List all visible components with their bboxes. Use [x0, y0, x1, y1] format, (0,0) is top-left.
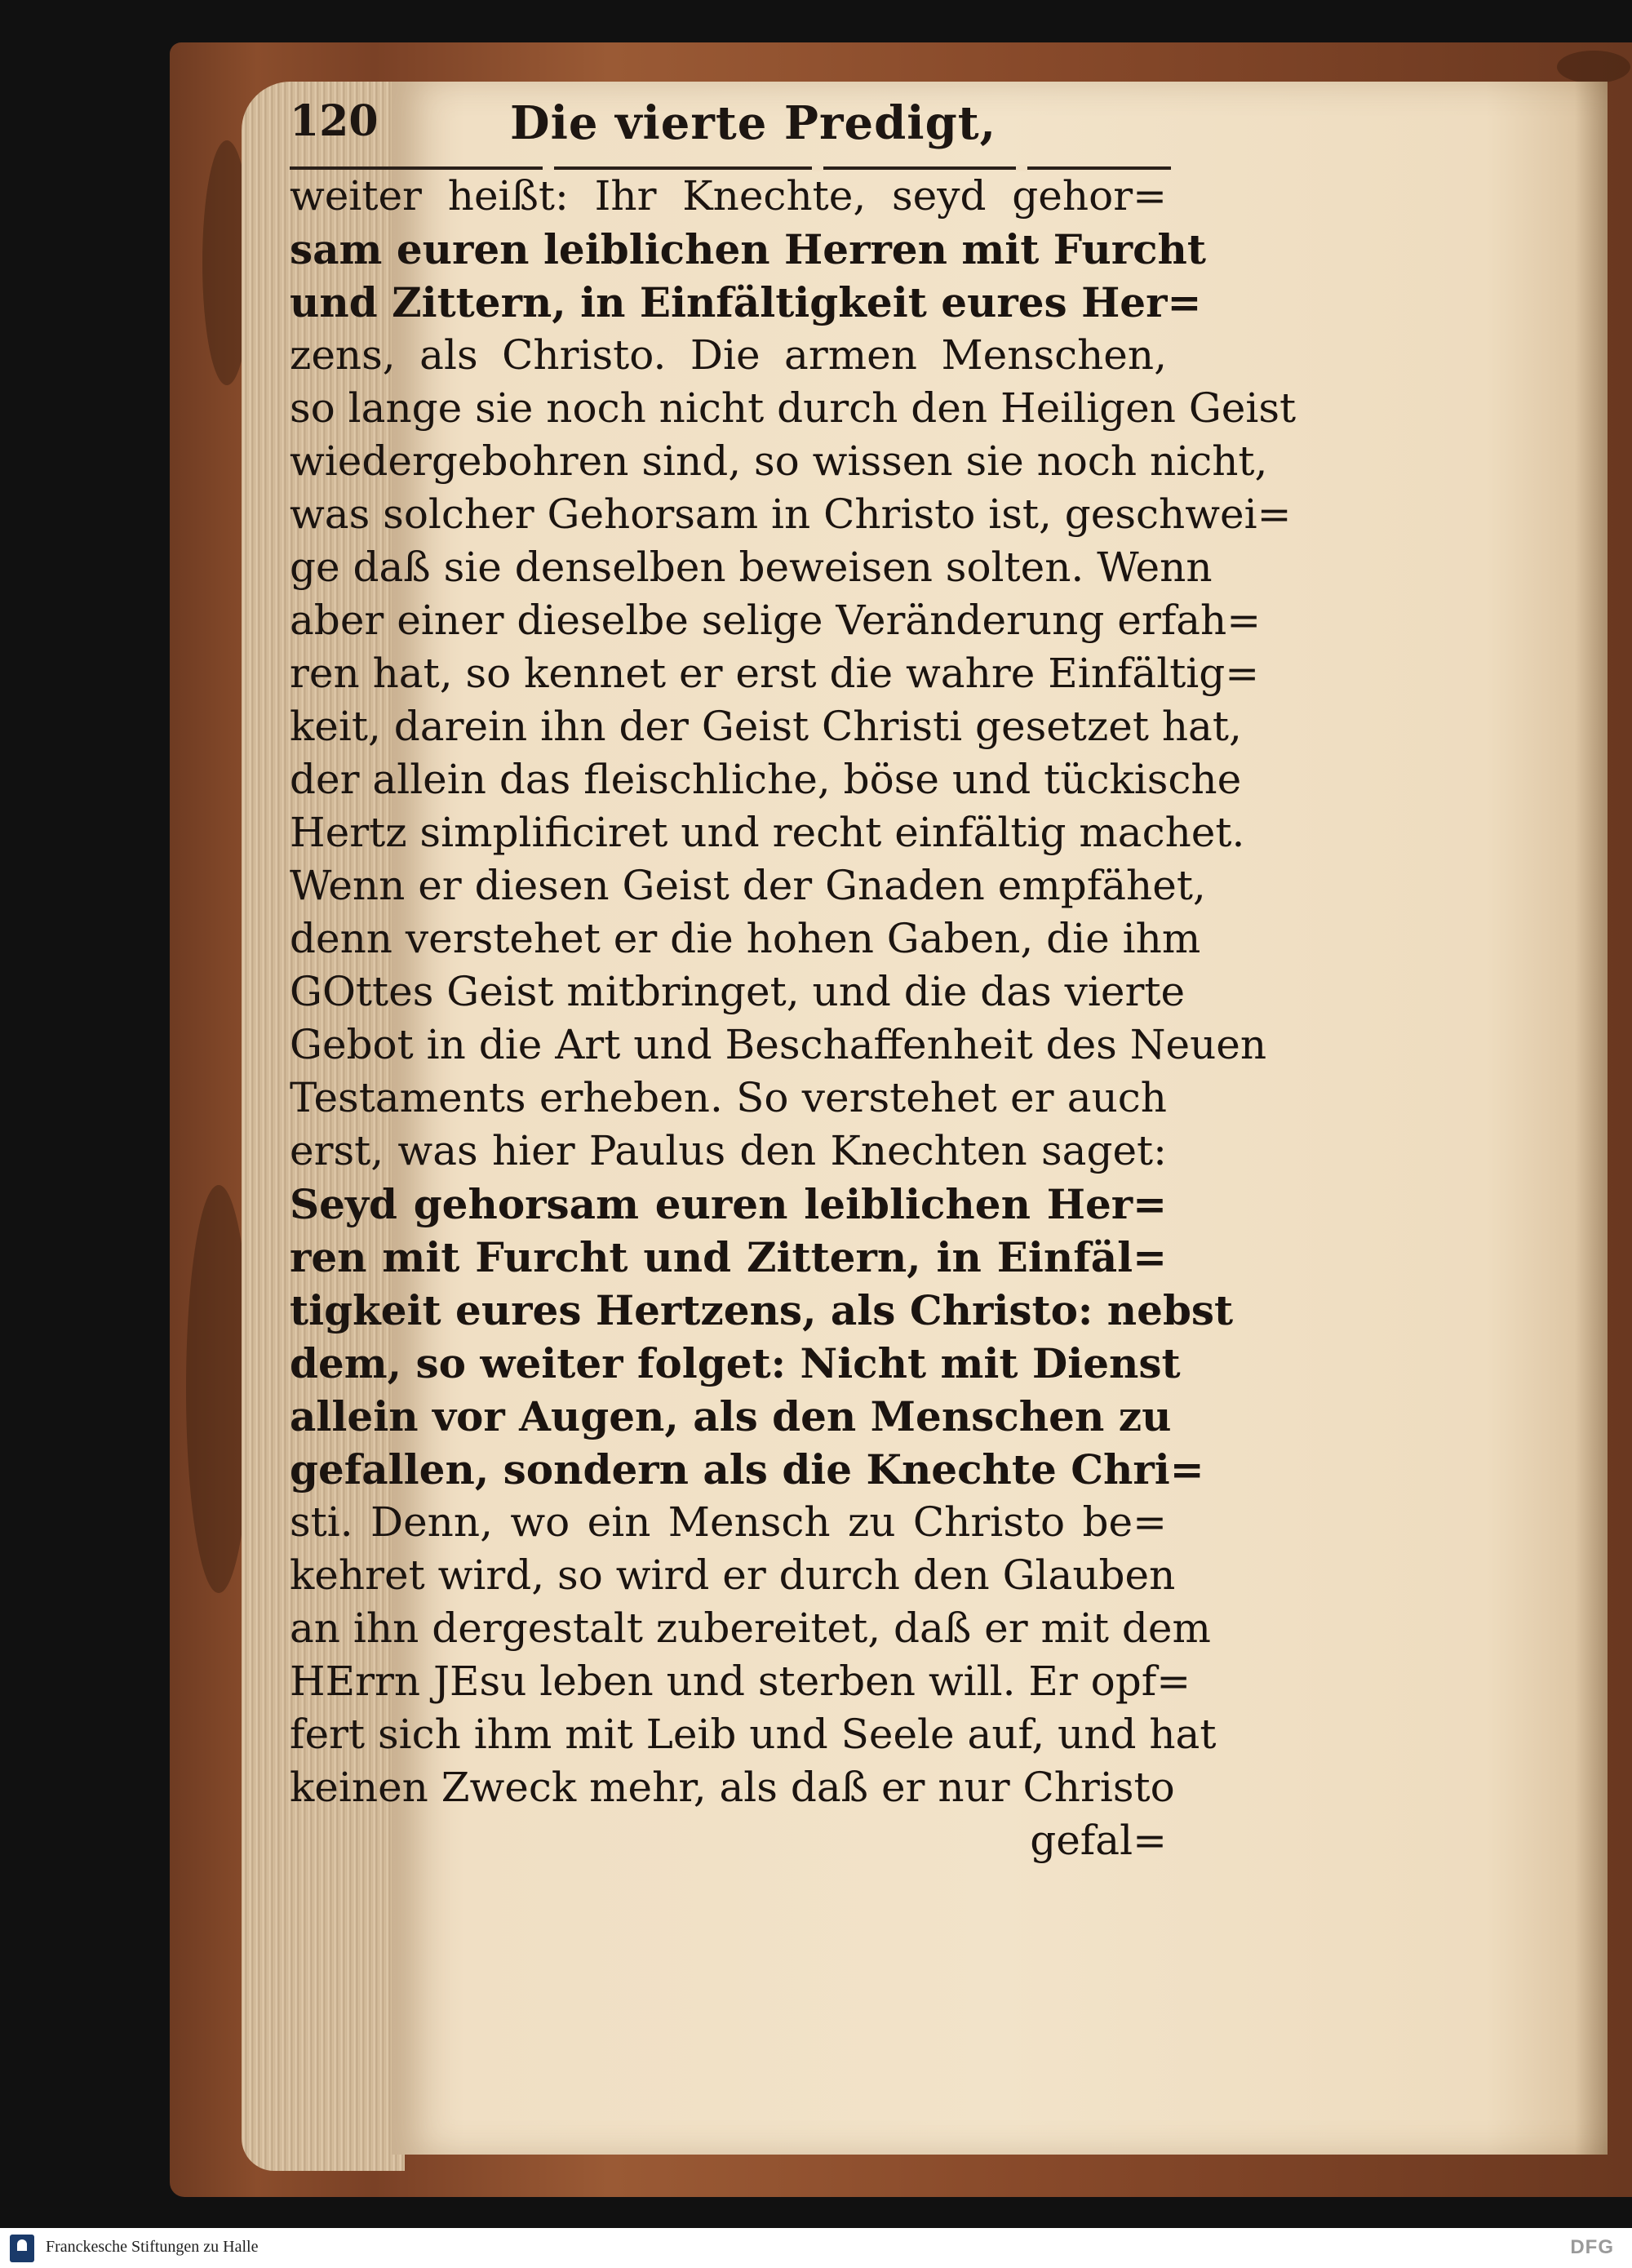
body-text — [290, 170, 1297, 1867]
text-line: an ihn dergestalt zubereitet, daß er mit dem — [290, 1604, 1211, 1652]
text-line: sti. Denn, wo ein Mensch zu Christo be= — [290, 1498, 1167, 1546]
text-line: gefallen, sondern als die Knechte Chri= — [290, 1445, 1204, 1494]
text-line: ren mit Furcht und Zittern, in Einfäl= — [290, 1233, 1167, 1281]
text-line: Gebot in die Art und Beschaffenheit des Neuen — [290, 1021, 1267, 1068]
page-gutter — [1575, 82, 1608, 2155]
text-line: dem, so weiter folget: Nicht mit Dienst — [290, 1339, 1181, 1387]
text-line: allein vor Augen, als den Menschen zu — [290, 1392, 1172, 1440]
text-line: ge daß sie denselben beweisen solten. Wenn — [290, 544, 1213, 591]
text-line: Wenn er diesen Geist der Gnaden empfähet, — [290, 862, 1206, 909]
text-line: tigkeit eures Hertzens, als Christo: nebst — [290, 1286, 1234, 1334]
page-header — [290, 96, 1171, 153]
text-line: kehret wird, so wird er durch den Glauben — [290, 1551, 1176, 1599]
text-line: denn verstehet er die hohen Gaben, die ihm — [290, 915, 1201, 962]
footer-bar — [0, 2228, 1632, 2268]
text-line: was solcher Gehorsam in Christo ist, geschwei= — [290, 490, 1292, 538]
text-line: weiter heißt: Ihr Knechte, seyd gehor= — [290, 172, 1167, 220]
text-line: Hertz simplificiret und recht einfältig machet. — [290, 809, 1245, 856]
institution-logo-icon — [10, 2235, 34, 2262]
text-line: erst, was hier Paulus den Knechten saget: — [290, 1127, 1167, 1174]
text-line: keit, darein ihn der Geist Christi gesetzet hat, — [290, 703, 1242, 750]
text-line: keinen Zweck mehr, als daß er nur Christo — [290, 1764, 1175, 1811]
text-line: sam euren leiblichen Herren mit Furcht — [290, 225, 1206, 273]
catchword: gefal= — [1030, 1817, 1167, 1864]
institution-name[interactable]: Franckesche Stiftungen zu Halle — [46, 2238, 259, 2256]
text-line: und Zittern, in Einfältigkeit eures Her= — [290, 278, 1202, 326]
page-number: 120 — [290, 96, 379, 146]
text-line: Testaments erheben. So verstehet er auch — [290, 1074, 1167, 1121]
text-line: wiedergebohren sind, so wissen sie noch nicht, — [290, 437, 1268, 485]
text-line: GOttes Geist mitbringet, und die das vierte — [290, 968, 1186, 1015]
text-line: fert sich ihm mit Leib und Seele auf, und hat — [290, 1711, 1217, 1758]
text-line: der allein das fleischliche, böse und tückische — [290, 756, 1242, 803]
text-line: Seyd gehorsam euren leiblichen Her= — [290, 1180, 1167, 1228]
text-line: so lange sie noch nicht durch den Heiligen Geist — [290, 384, 1297, 432]
text-line: HErrn JEsu leben und sterben will. Er opf= — [290, 1658, 1191, 1705]
text-line: aber einer dieselbe selige Veränderung erfah= — [290, 597, 1262, 644]
text-line: ren hat, so kennet er erst die wahre Einfältig= — [290, 650, 1260, 697]
dfg-logo: DFG — [1570, 2236, 1614, 2258]
running-title: Die vierte Predigt, — [510, 96, 997, 150]
text-line: zens, als Christo. Die armen Menschen, — [290, 331, 1167, 379]
